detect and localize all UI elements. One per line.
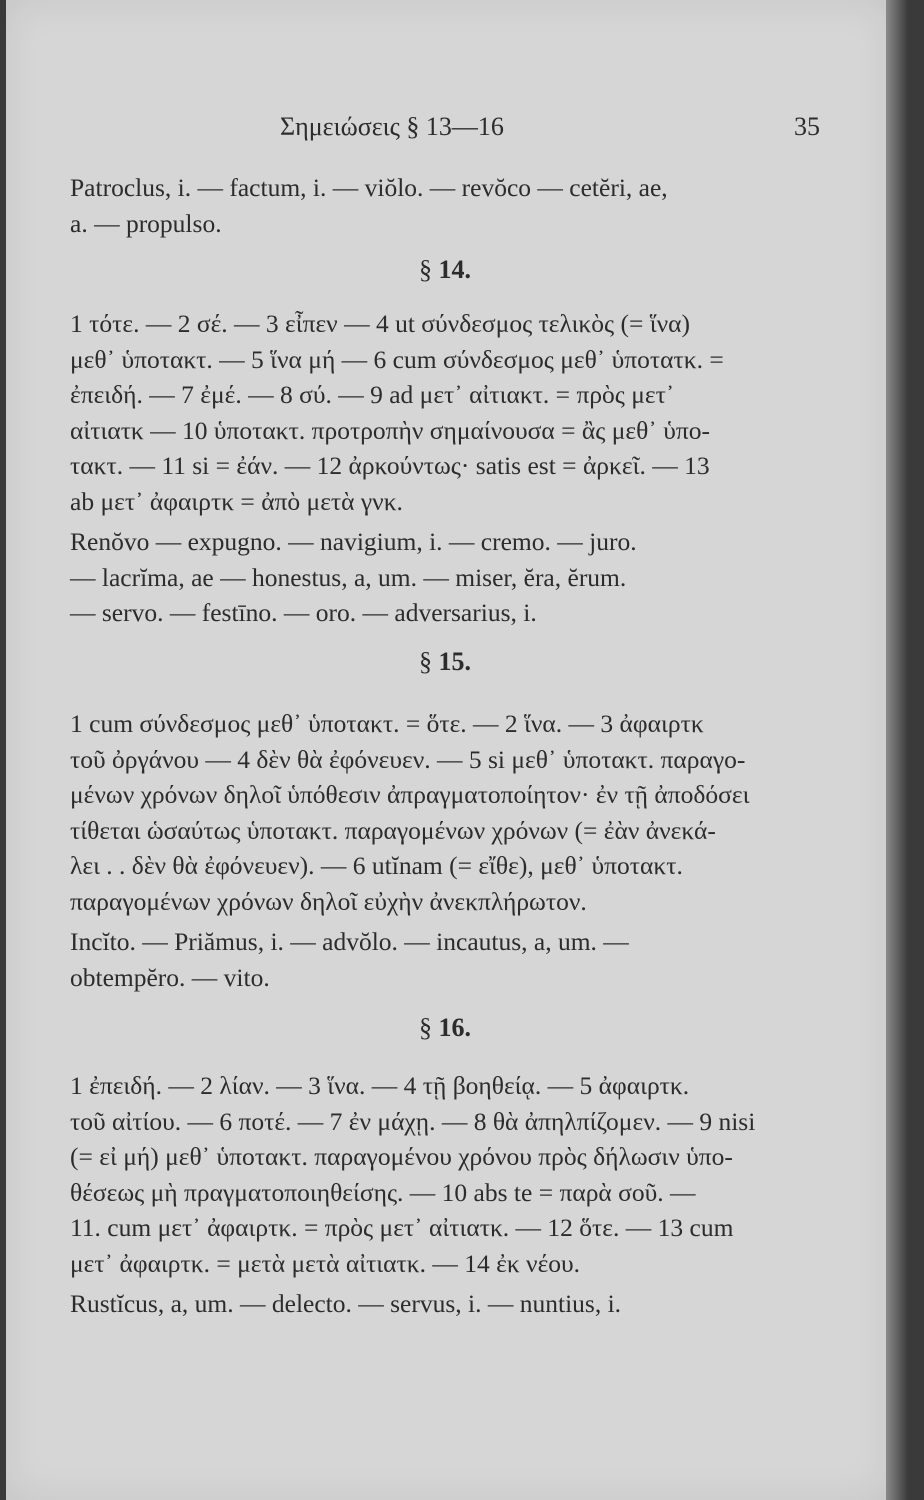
section-symbol: § (419, 647, 432, 676)
section-14-vocab (70, 524, 820, 631)
note-line: αἰτιατκ — 10 ὑποτακτ. προτροπὴν σημαίνουσα = ἂς μεθ᾽ ὑπο- (70, 415, 710, 445)
vocab-line: obtempĕro. — vito. (70, 962, 270, 992)
vocab-line: — servo. — festīno. — oro. — adversarius, i. (70, 598, 537, 627)
note-line: ἐπειδή. — 7 ἐμέ. — 8 σύ. — 9 ad μετ᾽ αἰτιακτ. = πρὸς μετ᾽ (70, 380, 675, 409)
note-line: ab μετ᾽ ἀφαιρτκ = ἀπὸ μετὰ γνκ. (70, 486, 403, 516)
note-line: τοῦ αἰτίου. — 6 ποτέ. — 7 ἐν μάχῃ. — 8 θὰ ἀπηλπίζομεν. — 9 nisi (70, 1106, 756, 1136)
section-heading-16 (70, 1008, 820, 1048)
section-15-vocab (70, 924, 820, 995)
section-number: 15. (438, 647, 471, 676)
page-header (70, 112, 820, 152)
page-edge (886, 0, 908, 1500)
vocab-line: Renŏvo — expugno. — navigium, i. — cremo. — juro. (70, 527, 637, 556)
section-16-vocab (70, 1286, 820, 1322)
section-15 (70, 642, 820, 682)
note-line: τίθεται ὡσαύτως ὑποτακτ. παραγομένων χρόνων (= ἐὰν ἀνεκά- (70, 815, 716, 845)
section-heading-15 (70, 642, 820, 682)
note-line: 1 cum σύνδεσμος μεθ᾽ ὑποτακτ. = ὅτε. — 2 ἵνα. — 3 ἀφαιρτκ (70, 709, 704, 738)
note-line: 1 τότε. — 2 σέ. — 3 εἶπεν — 4 ut σύνδεσμος τελικὸς (= ἵνα) (70, 309, 690, 338)
section-15-notes (70, 706, 820, 919)
vocab-line: Rustĭcus, a, um. — delecto. — servus, i. — nuntius, i. (70, 1289, 622, 1318)
note-line: παραγομένων χρόνων δηλοῖ εὐχὴν ἀνεκπλήρωτον. (70, 886, 587, 916)
page-number: 35 (794, 112, 820, 141)
note-line: λει . . δὲν θὰ ἐφόνευεν). — 6 utĭnam (= εἴθε), μεθ᾽ ὑποτακτ. (70, 851, 683, 880)
note-line: μετ᾽ ἀφαιρτκ. = μετὰ μετὰ αἰτιατκ. — 14 ἐκ νέου. (70, 1248, 581, 1278)
section-number: 16. (438, 1013, 471, 1042)
running-title: Σημειώσεις § 13—16 (280, 112, 504, 141)
section-symbol: § (419, 255, 432, 284)
note-line: θέσεως μὴ πραγματοποιηθείσης. — 10 abs te = παρὰ σοῦ. — (70, 1177, 696, 1207)
note-line: μένων χρόνων δηλοῖ ὑπόθεσιν ἀπραγματοποίητον· ἐν τῇ ἀποδόσει (70, 780, 750, 809)
note-line: (= εἰ μή) μεθ᾽ ὑποτακτ. παραγομένου χρόνου πρὸς δήλωσιν ὑπο- (70, 1142, 733, 1171)
section-14-notes (70, 306, 820, 519)
section-heading-14 (70, 250, 820, 290)
section-symbol: § (419, 1013, 432, 1042)
section-16-notes (70, 1068, 820, 1281)
section-16 (70, 1008, 820, 1048)
note-line: τακτ. — 11 si = ἐάν. — 12 ἀρκούντως· satis est = ἀρκεῖ. — 13 (70, 451, 710, 480)
vocab-line: Incĭto. — Priămus, i. — advŏlo. — incautus, a, um. — (70, 927, 629, 956)
vocab-line: a. — propulso. (70, 208, 222, 238)
note-line: 1 ἐπειδή. — 2 λίαν. — 3 ἵνα. — 4 τῇ βοηθείᾳ. — 5 ἀφαιρτκ. (70, 1071, 690, 1100)
section-number: 14. (438, 255, 471, 284)
section-14 (70, 250, 820, 290)
note-line: μεθ᾽ ὑποτακτ. — 5 ἵνα μή — 6 cum σύνδεσμος μεθ᾽ ὑποτατκ. = (70, 344, 724, 374)
vocab-line: Patroclus, i. — factum, i. — viŏlo. — revŏco — cetĕri, ae, (70, 173, 668, 202)
note-line: 11. cum μετ᾽ ἀφαιρτκ. = πρὸς μετ᾽ αἰτιατκ. — 12 ὅτε. — 13 cum (70, 1213, 734, 1242)
note-line: τοῦ ὀργάνου — 4 δὲν θὰ ἐφόνευεν. — 5 si μεθ᾽ ὑποτακτ. παραγο- (70, 744, 746, 774)
vocab-line: — lacrĭma, ae — honestus, a, um. — miser, ĕra, ĕrum. (70, 562, 627, 592)
section-13-vocab (70, 170, 820, 241)
